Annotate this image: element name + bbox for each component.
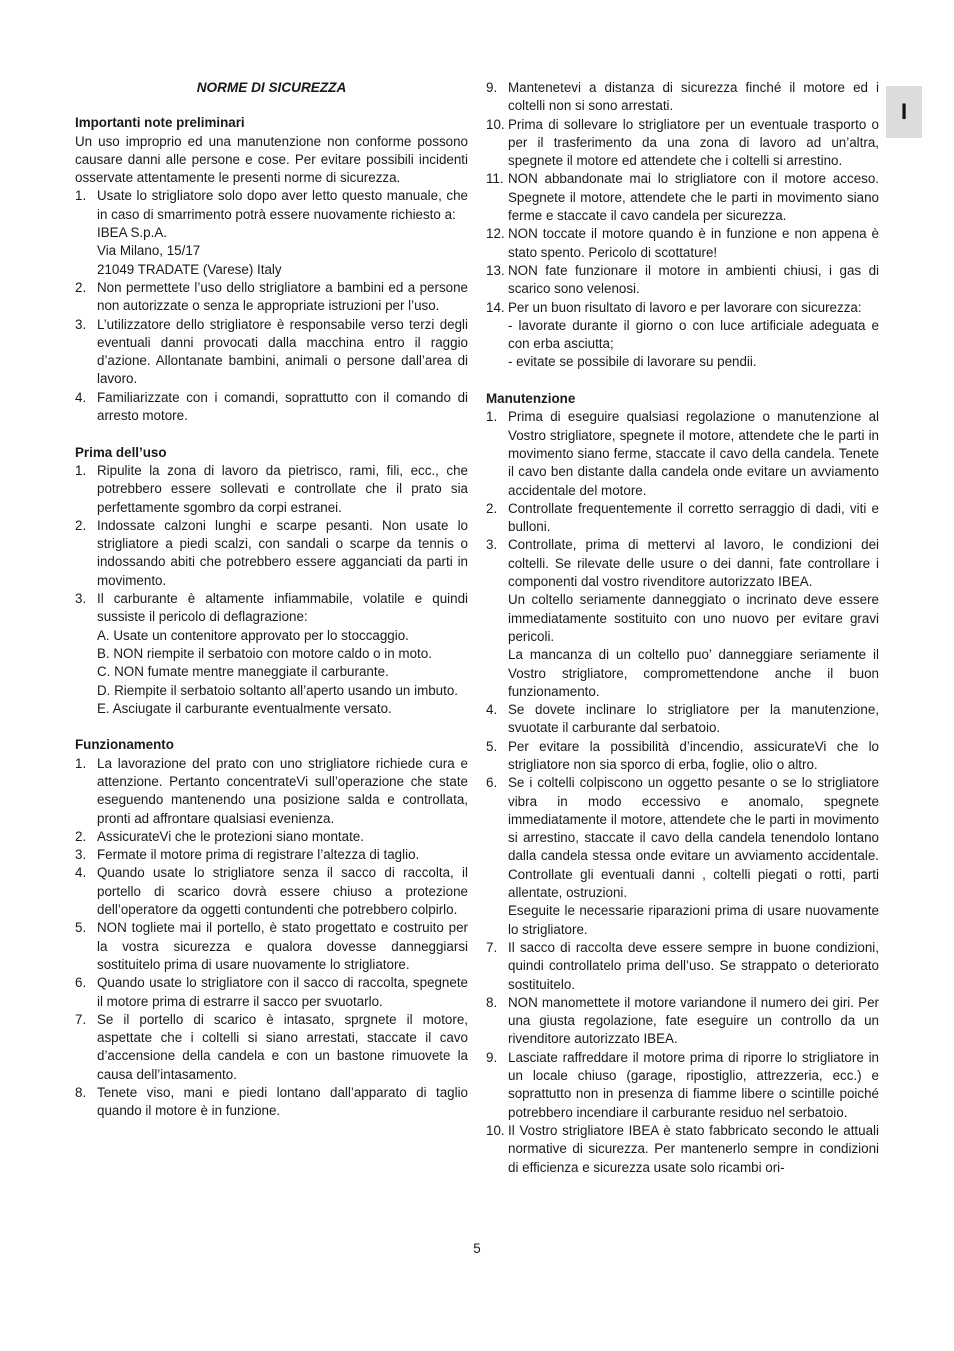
item-text: Usate lo strigliatore solo dopo aver letto questo manuale, che in caso di smarrimento potrà essere nuovamente richiesto a: (97, 188, 468, 222)
item-text: Se il portello di scarico è intasato, sprgnete il motore, aspettate che i coltelli si siano arrestati, staccate il cavo d’accensione della candela e con un bastone rimuovete la causa dell’intasamento. (97, 1011, 468, 1082)
heading-prima-uso: Prima dell’uso (75, 444, 167, 460)
item-text: L’utilizzatore dello strigliatore è responsabile verso terzi degli eventuali danni provocati dalla macchina entro il raggio d’azione. Allontanate bambini, animali o persone dall’area di lavoro. (97, 316, 468, 387)
item-text: Non permettete l’uso dello strigliatore a bambini ed a persone non autorizzate o senza le appropriate istruzioni per l’uso. (97, 279, 468, 314)
item-number: 1. (75, 462, 87, 478)
item-number: 9. (486, 80, 498, 95)
sub-paragraph: Un coltello seriamente danneggiato o incrinato deve essere immediatamente sostituito con uno nuovo per evitare gravi pericoli. (508, 592, 879, 644)
item-text: Il sacco di raccolta deve essere sempre in buone condizioni, quindi controllatelo prima dell’uso. Se strappato o deteriorato sostituitelo. (508, 939, 879, 992)
sub-item: E. Asciugate il carburante eventualmente versato. (97, 700, 392, 716)
item-number: 2. (75, 517, 87, 533)
heading-preliminari: Importanti note preliminari (75, 115, 245, 131)
sub-item: B. NON riempite il serbatoio con motore caldo o in moto. (97, 645, 432, 661)
list-item (75, 279, 468, 316)
item-text: La lavorazione del prato con uno strigliatore richiede cura e attenzione. Pertanto concentrateVi sull’operazione che state eseguendo mantenendo una posizione salda e controllata, pronti ad affrontare qualsiasi evenienza. (97, 755, 468, 826)
item-text: Prima di eseguire qualsiasi regolazione o manutenzione al Vostro strigliatore, spegnete il motore, attendete che le parti in movimento siano ferme, staccate il cavo della candela. Tenete il cavo ben distante dalla candela onde evitare un avviamento accidentale del motore. (508, 409, 879, 498)
address-line: 21049 TRADATE (Varese) Italy (97, 261, 282, 277)
list-item (75, 974, 468, 1011)
item-text: Prima di sollevare lo strigliatore per un eventuale trasporto o per il trasferimento da una zona di lavoro ad un’altra, spegnete il motore ed attendete che i coltelli si arrestino. (508, 116, 879, 169)
list-item (486, 1049, 879, 1122)
item-number: 3. (75, 591, 87, 607)
item-text: Se dovete inclinare lo strigliatore per la manutenzione, svuotate il carburante dal serbatoio. (508, 702, 879, 736)
list-item (75, 590, 468, 718)
item-number: 1. (75, 188, 87, 204)
list-item (75, 1011, 468, 1084)
list-item (75, 864, 468, 919)
item-number: 4. (75, 865, 87, 881)
list-item (75, 1084, 468, 1121)
list-item (75, 755, 468, 828)
item-text: Indossate calzoni lunghi e scarpe pesanti. Non usate lo strigliatore a piedi scalzi, con sandali o scarpe da tennis o indossando abiti che potrebbero essere agganciati da parti in movimento. (97, 517, 468, 588)
list-item (486, 994, 879, 1049)
list-item (75, 828, 468, 846)
item-text: Per evitare la possibilità d’incendio, assicurateVi che lo strigliatore non sia sporco di erba, foglie, olio o altro. (508, 738, 879, 772)
list-item (486, 299, 879, 372)
item-text: Se i coltelli colpiscono un oggetto pesante o se lo strigliatore vibra in modo eccessivo e anomalo, spegnete immediatamente il motore, attendete che le parti in movimento si arrestino, staccate il cavo della candela tenendolo lontano dalla candela stessa onde evitare un avviamento accidentale. Controllate gli eventuali danni , coltelli piegati o rotti, parti allentate, ostruzioni. (508, 775, 879, 901)
sub-item: - evitate se possibile di lavorare su pendii. (508, 354, 757, 370)
list-item (486, 170, 879, 225)
item-number: 14. (486, 299, 505, 315)
item-number: 10. (486, 116, 505, 132)
item-number: 2. (75, 828, 87, 844)
item-number: 7. (75, 1011, 87, 1027)
list-item (486, 536, 879, 701)
list-item (486, 500, 879, 537)
left-column (75, 79, 468, 1121)
item-text: NON abbandonate mai lo strigliatore con il motore acceso. Spegnete il motore, attendete che le parti in movimento siano ferme e staccate il cavo candela per sicurezza. (508, 171, 879, 224)
item-number: 3. (75, 316, 87, 332)
section-tab: I (886, 86, 922, 138)
item-number: 1. (486, 409, 498, 425)
sub-paragraph: La mancanza di un coltello puo’ danneggiare seriamente il Vostro strigliatore, compromettendone anche il buon funzionamento. (508, 647, 879, 699)
sub-item: C. NON fumate mentre maneggiate il carburante. (97, 664, 389, 680)
item-text: Il carburante è altamente infiammabile, volatile e quindi sussiste il pericolo di deflagrazione: (97, 591, 468, 625)
item-text: NON toccate il motore quando è in funzione e non appena è stato spento. Pericolo di scottature! (508, 226, 879, 260)
item-number: 5. (486, 738, 498, 754)
page-title: NORME DI SICUREZZA (196, 80, 347, 95)
item-text: NON manomettete il motore variandone il numero dei giri. Per una giusta regolazione, fate eseguire un controllo da un rivenditore autorizzato IBEA. (508, 994, 879, 1047)
item-text: Quando usate lo strigliatore con il sacco di raccolta, spegnete il motore prima di estrarre il sacco per svuotarlo. (97, 975, 468, 1009)
sub-item: - lavorate durante il giorno o con luce artificiale adeguata e con erba asciutta; (508, 317, 879, 352)
list-item (75, 919, 468, 974)
item-text: Controllate, prima di mettervi al lavoro, le condizioni dei coltelli. Se rilevate delle usure o dei danni, fate controllare i componenti dal vostro rivenditore autorizzato IBEA. (508, 537, 879, 590)
item-number: 1. (75, 755, 87, 771)
item-text: Tenete viso, mani e piedi lontano dall’apparato di taglio quando il motore è in funzione. (97, 1085, 468, 1119)
item-number: 6. (75, 975, 87, 991)
item-number: 7. (486, 939, 498, 955)
item-text: Controllate frequentemente il corretto serraggio di dadi, viti e bulloni. (508, 500, 879, 535)
item-number: 4. (486, 702, 498, 718)
page-number: 5 (473, 1241, 481, 1256)
list-item (75, 517, 468, 590)
address-line: IBEA S.p.A. (97, 225, 167, 241)
heading-funzionamento: Funzionamento (75, 737, 174, 753)
list-item (486, 116, 879, 171)
list-item (75, 846, 468, 864)
item-text: Mantenetevi a distanza di sicurezza finché il motore ed i coltelli non si sono arrestati. (508, 80, 879, 114)
list-item (486, 738, 879, 775)
heading-manutenzione: Manutenzione (486, 391, 576, 407)
item-number: 4. (75, 389, 87, 405)
item-text: Per un buon risultato di lavoro e per lavorare con sicurezza: (508, 299, 862, 315)
intro-paragraph: Un uso improprio ed una manutenzione non conforme possono causare danni alle persone e cose. Per evitare possibili incidenti osservate attentamente le presenti norme di sicurezza. (75, 133, 468, 186)
list-item (486, 408, 879, 499)
item-number: 8. (75, 1085, 87, 1101)
item-number: 2. (486, 500, 498, 516)
item-text: NON togliete mai il portello, è stato progettato e costruito per la vostra sicurezza e qualora dovesse danneggiarsi sostituitelo prima di usare nuovamente lo strigliatore. (97, 920, 468, 972)
item-number: 13. (486, 262, 505, 278)
sub-item: A. Usate un contenitore approvato per lo stoccaggio. (97, 627, 409, 643)
item-number: 12. (486, 226, 505, 242)
list-item (486, 701, 879, 738)
list-item (75, 187, 468, 278)
item-number: 2. (75, 279, 87, 295)
list-item (486, 1122, 879, 1177)
item-number: 5. (75, 920, 87, 936)
sub-item: D. Riempite il serbatoio soltanto all’aperto usando un imbuto. (97, 682, 459, 698)
address-line: Via Milano, 15/17 (97, 243, 201, 259)
list-item (75, 316, 468, 389)
list-item (486, 939, 879, 994)
item-number: 11. (486, 171, 504, 187)
list-item (486, 262, 879, 299)
item-number: 8. (486, 994, 498, 1010)
item-number: 3. (75, 847, 87, 863)
item-text: NON fate funzionare il motore in ambienti chiusi, i gas di scarico sono velenosi. (508, 262, 879, 297)
right-column (486, 79, 879, 1177)
list-item (486, 225, 879, 262)
item-number: 6. (486, 775, 498, 791)
item-text: Familiarizzate con i comandi, soprattutto con il comando di arresto motore. (97, 389, 468, 424)
item-text: Lasciate raffreddare il motore prima di riporre lo strigliatore in un locale chiuso (garage, ripostiglio, attrezzeria, ecc.) e soprattutto non in presenza di fiamme libere o scintille poiché potrebbero incendiare il carburante residuo nel serbatoio. (508, 1049, 879, 1120)
list-item (75, 389, 468, 426)
item-text: Quando usate lo strigliatore senza il sacco di raccolta, il portello di scarico dovrà essere chiuso a protezione dell’operatore da oggetti contundenti che potrebbero colpirlo. (97, 865, 468, 918)
sub-paragraph: Eseguite le necessarie riparazioni prima di usare nuovamente lo strigliatore. (508, 903, 879, 937)
item-text: Ripulite la zona di lavoro da pietrisco, rami, fili, ecc., che potrebbero essere sollevati e controllate che il prato sia perfettamente sgombro da corpi estranei. (97, 462, 468, 515)
item-text: AssicurateVi che le protezioni siano montate. (97, 828, 364, 844)
list-item (486, 774, 879, 939)
item-number: 3. (486, 537, 498, 553)
item-number: 10. (486, 1122, 505, 1138)
item-text: Il Vostro strigliatore IBEA è stato fabbricato secondo le attuali normative di sicurezza. Per mantenerlo sempre in condizioni di efficienza e sicurezza usate solo ricambi ori- (508, 1122, 879, 1175)
item-number: 9. (486, 1049, 498, 1065)
list-item (75, 462, 468, 517)
item-text: Fermate il motore prima di registrare l’altezza di taglio. (97, 847, 420, 863)
list-item (486, 79, 879, 116)
